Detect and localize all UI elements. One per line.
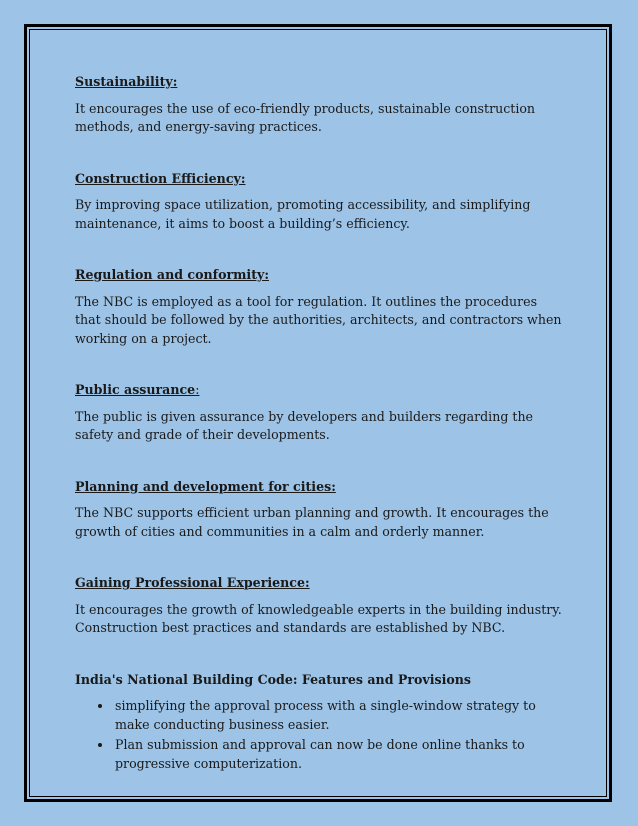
section-text: It encourages the use of eco-friendly products, sustainable construction methods, and energy-saving practices. [75,100,536,134]
section-text: By improving space utilization, promoting accessibility, and simplifying maintenance, it aims to boost a building’s efficiency. [75,197,531,231]
list-item: • simplifying the approval process with a single-window strategy to make conducting business easier. [113,697,565,734]
document-body [75,73,565,806]
section-text: It encourages the growth of knowledgeable experts in the building industry. Construction best practices and standards are established by NBC. [75,601,562,635]
section-heading: Public assurance: [75,382,200,397]
section-heading: Planning and development for cities: [75,478,336,494]
section-professional-experience [75,574,565,638]
section-heading: Sustainability: [75,74,178,89]
list-item: • Plan submission and approval can now be done online thanks to progressive computerization. [113,736,565,773]
section-features [75,671,565,774]
section-construction-efficiency [75,170,565,234]
section-regulation [75,266,565,348]
section-text: The public is given assurance by developers and builders regarding the safety and grade of their developments. [75,408,534,442]
section-planning [75,478,565,542]
section-heading: Gaining Professional Experience: [75,575,310,590]
features-list [75,697,565,773]
section-text: The NBC is employed as a tool for regulation. It outlines the procedures that should be followed by the authorities, architects, and contractors when working on a project. [75,293,562,346]
section-heading: Construction Efficiency: [75,170,246,186]
section-text: The NBC supports efficient urban planning and growth. It encourages the growth of cities and communities in a calm and orderly manner. [75,505,549,539]
section-public-assurance [75,381,565,445]
section-heading: Regulation and conformity: [75,267,270,282]
features-heading: India's National Building Code: Features and Provisions [75,671,472,687]
section-sustainability [75,73,565,137]
